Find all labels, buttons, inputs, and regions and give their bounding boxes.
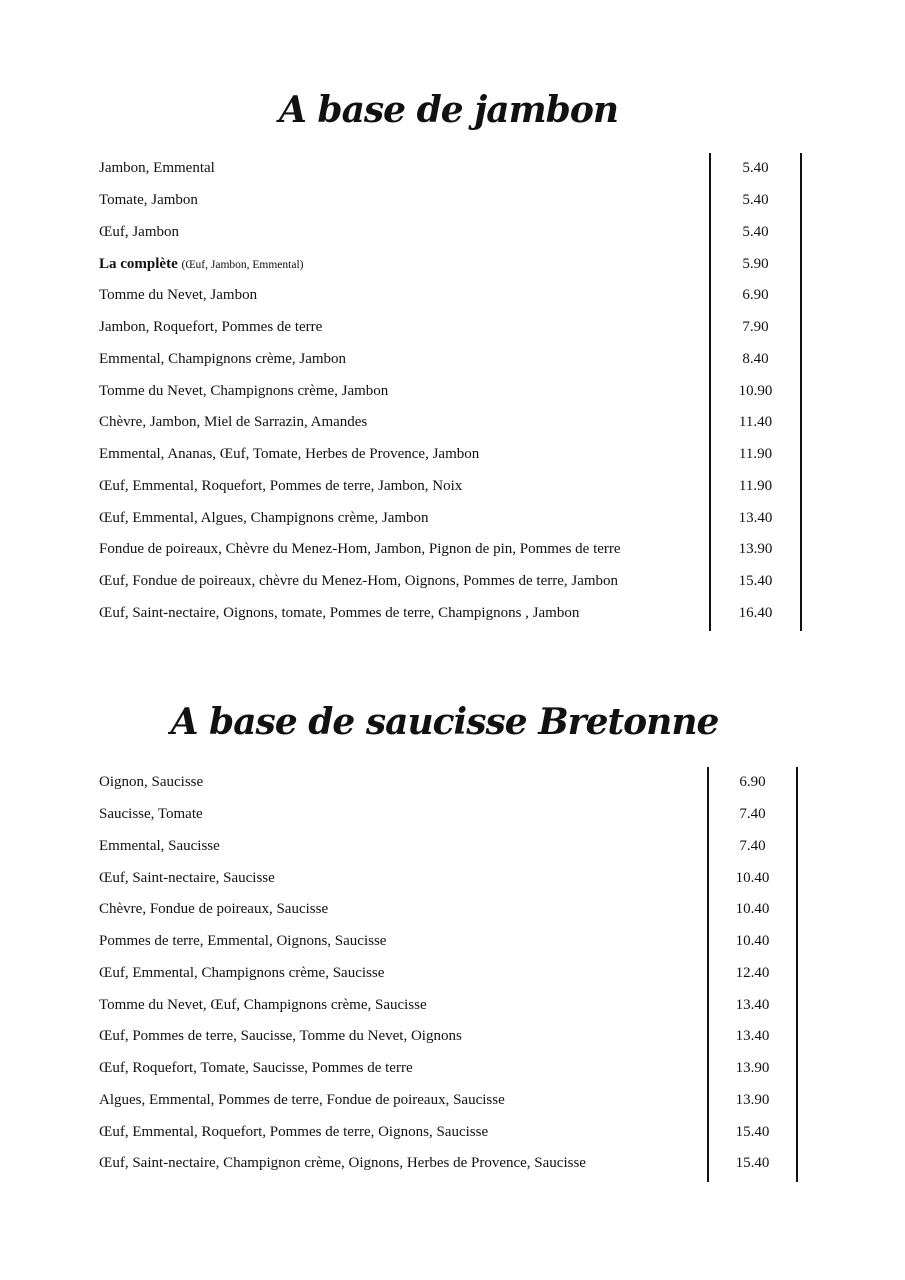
item-description: Œuf, Roquefort, Tomate, Saucisse, Pommes de terre: [99, 1060, 413, 1077]
item-description: Chèvre, Fondue de poireaux, Saucisse: [99, 901, 329, 918]
item-description: Oignon, Saucisse: [99, 774, 204, 791]
item-price: 15.40: [738, 573, 773, 590]
menu-row: [99, 598, 802, 630]
item-description: Œuf, Emmental, Roquefort, Pommes de terre, Jambon, Noix: [99, 477, 463, 494]
item-price: 6.90: [742, 287, 769, 304]
item-price: 13.40: [735, 996, 770, 1013]
item-price: 16.40: [738, 604, 773, 621]
item-price: 11.90: [738, 446, 773, 463]
item-price: 10.90: [738, 382, 773, 399]
item-description: Tomme du Nevet, Jambon: [99, 287, 258, 304]
menu-row: [99, 534, 802, 566]
menu-rows: [99, 153, 802, 631]
menu-row: [99, 312, 802, 344]
item-description: Fondue de poireaux, Chèvre du Menez-Hom, Jambon, Pignon de pin, Pommes de terre: [99, 541, 621, 558]
item-description: Œuf, Saint-nectaire, Saucisse: [99, 869, 275, 886]
item-price: 7.40: [739, 806, 766, 823]
item-description: Œuf, Fondue de poireaux, chèvre du Menez-Hom, Oignons, Pommes de terre, Jambon: [99, 573, 619, 590]
item-price: 13.40: [738, 509, 773, 526]
item-description: Œuf, Jambon: [99, 223, 179, 240]
item-price: 13.90: [735, 1091, 770, 1108]
item-description: Saucisse, Tomate: [99, 806, 203, 823]
item-description: Œuf, Saint-nectaire, Oignons, tomate, Pommes de terre, Champignons , Jambon: [99, 604, 580, 621]
menu-table-saucisse: [99, 767, 798, 1182]
menu-row: [99, 375, 802, 407]
menu-row: [99, 831, 798, 863]
menu-row: [99, 799, 798, 831]
menu-row: [99, 1085, 798, 1117]
menu-row: [99, 471, 802, 503]
item-description: Tomme du Nevet, Champignons crème, Jambon: [99, 382, 389, 399]
menu-row: [99, 1116, 798, 1148]
item-description: Tomate, Jambon: [99, 192, 198, 209]
item-price: 7.90: [742, 319, 769, 336]
item-price: 13.90: [738, 541, 773, 558]
item-price: 5.90: [742, 255, 769, 272]
item-description: [99, 256, 304, 273]
item-price: 10.40: [735, 901, 770, 918]
menu-row: [99, 217, 802, 249]
item-price: 11.90: [738, 477, 773, 494]
menu-row: [99, 280, 802, 312]
menu-row: [99, 1148, 798, 1180]
menu-row: [99, 767, 798, 799]
item-price: 15.40: [735, 1123, 770, 1140]
item-description: Œuf, Emmental, Champignons crème, Saucisse: [99, 964, 385, 981]
menu-table-jambon: [99, 153, 802, 631]
item-price: 10.40: [735, 869, 770, 886]
section-title-saucisse: A base de saucisse Bretonne: [170, 701, 719, 743]
menu-row: [99, 989, 798, 1021]
item-description: Emmental, Ananas, Œuf, Tomate, Herbes de Provence, Jambon: [99, 446, 480, 463]
menu-row: [99, 185, 802, 217]
item-description: Jambon, Roquefort, Pommes de terre: [99, 319, 323, 336]
item-price: 6.90: [739, 774, 766, 791]
menu-row: [99, 344, 802, 376]
menu-rows: [99, 767, 798, 1182]
menu-row: [99, 862, 798, 894]
item-detail-small: (Œuf, Jambon, Emmental): [181, 258, 304, 271]
item-description: Algues, Emmental, Pommes de terre, Fondue de poireaux, Saucisse: [99, 1091, 505, 1108]
item-description: Jambon, Emmental: [99, 160, 215, 177]
menu-row: [99, 439, 802, 471]
item-description: Œuf, Saint-nectaire, Champignon crème, Oignons, Herbes de Provence, Saucisse: [99, 1155, 586, 1172]
item-price: 7.40: [739, 837, 766, 854]
item-price: 12.40: [735, 964, 770, 981]
item-description: Œuf, Pommes de terre, Saucisse, Tomme du Nevet, Oignons: [99, 1028, 462, 1045]
item-price: 13.40: [735, 1028, 770, 1045]
menu-row: [99, 958, 798, 990]
item-price: 15.40: [735, 1155, 770, 1172]
item-price: 10.40: [735, 933, 770, 950]
menu-row: [99, 1053, 798, 1085]
item-price: 13.90: [735, 1060, 770, 1077]
menu-row: [99, 153, 802, 185]
item-description: Emmental, Champignons crème, Jambon: [99, 350, 347, 367]
item-price: 11.40: [738, 414, 773, 431]
item-description: Pommes de terre, Emmental, Oignons, Saucisse: [99, 933, 387, 950]
item-price: 5.40: [742, 223, 769, 240]
menu-row: [99, 566, 802, 598]
item-price: 5.40: [742, 192, 769, 209]
item-price: 5.40: [742, 160, 769, 177]
menu-row: [99, 248, 802, 280]
item-price: 8.40: [742, 350, 769, 367]
item-description: Chèvre, Jambon, Miel de Sarrazin, Amandes: [99, 414, 368, 431]
section-title-jambon: A base de jambon: [278, 89, 619, 131]
item-description: Œuf, Emmental, Algues, Champignons crème, Jambon: [99, 509, 429, 526]
menu-row: [99, 407, 802, 439]
item-description: Emmental, Saucisse: [99, 837, 220, 854]
menu-row: [99, 502, 802, 534]
menu-row: [99, 1021, 798, 1053]
item-description: Tomme du Nevet, Œuf, Champignons crème, Saucisse: [99, 996, 427, 1013]
menu-row: [99, 926, 798, 958]
menu-row: [99, 894, 798, 926]
item-name-bold: La complète: [99, 255, 178, 272]
item-description: Œuf, Emmental, Roquefort, Pommes de terre, Oignons, Saucisse: [99, 1123, 489, 1140]
